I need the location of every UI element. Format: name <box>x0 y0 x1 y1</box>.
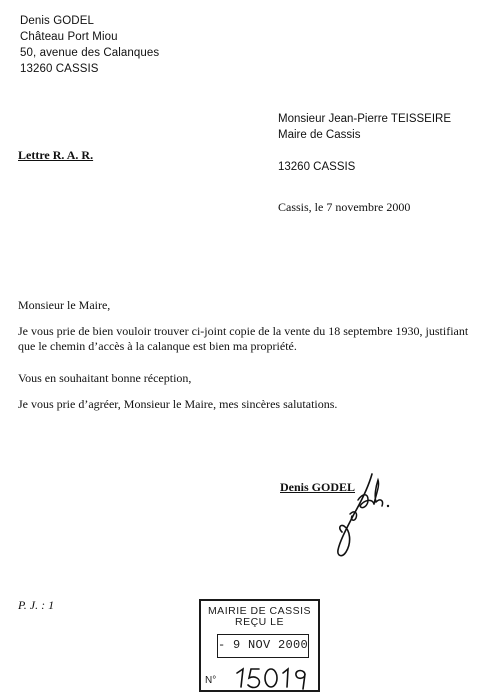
stamp-date: - 9 NOV 2000 <box>217 634 309 658</box>
closing-formula: Je vous prie d’agréer, Monsieur le Maire, mes sincères salutations. <box>18 397 338 411</box>
sender-address <box>20 13 159 77</box>
recipient-name: Monsieur Jean-Pierre TEISSEIRE <box>278 113 451 125</box>
sender-address-line1: Château Port Miou <box>20 31 118 43</box>
body-paragraph-1-line2: que le chemin d’accès à la calanque est bien ma propriété. <box>18 339 297 353</box>
stamp-received-label: REÇU LE <box>234 616 284 628</box>
received-stamp <box>199 599 320 692</box>
recipient-city: 13260 CASSIS <box>278 161 356 173</box>
body-paragraph-2: Vous en souhaitant bonne réception, <box>18 371 192 385</box>
handwritten-signature <box>328 470 398 562</box>
stamp-number-label: N° <box>205 675 217 686</box>
body-paragraph-1-line1: Je vous prie de bien vouloir trouver ci-joint copie de la vente du 18 septembre 1930, justifiant <box>18 324 469 338</box>
recipient-address <box>278 111 451 143</box>
body-paragraph-1 <box>18 324 478 354</box>
sender-address-line2: 50, avenue des Calanques <box>20 47 160 59</box>
letter-date: Cassis, le 7 novembre 2000 <box>278 200 411 214</box>
delivery-mode: Lettre R. A. R. <box>18 148 94 162</box>
recipient-title: Maire de Cassis <box>278 129 361 141</box>
salutation: Monsieur le Maire, <box>18 298 111 312</box>
sender-city: 13260 CASSIS <box>20 63 99 75</box>
enclosures-note: P. J. : 1 <box>18 598 55 612</box>
signer-name: Denis GODEL <box>280 480 356 494</box>
sender-name: Denis GODEL <box>20 15 94 27</box>
stamp-handwritten-number <box>233 665 317 691</box>
stamp-title: MAIRIE DE CASSIS <box>207 605 312 617</box>
